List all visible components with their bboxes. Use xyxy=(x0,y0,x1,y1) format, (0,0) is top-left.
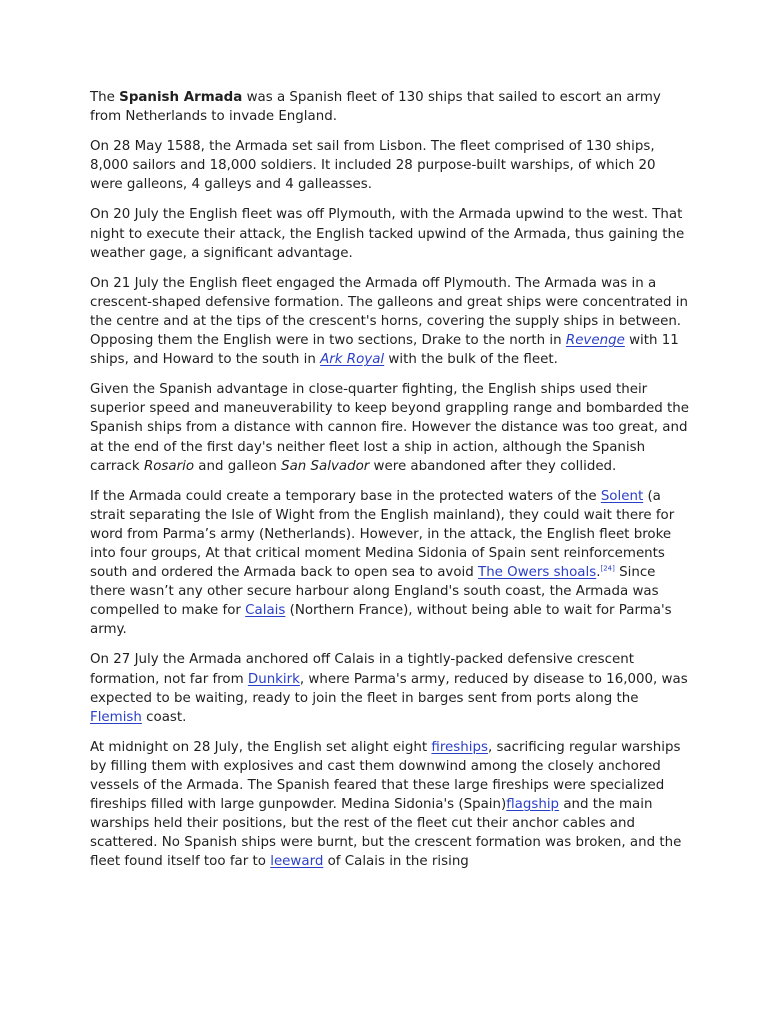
bold-term-spanish-armada: Spanish Armada xyxy=(119,90,243,105)
text-run: (Northern France), without being able to wait for Parma's army. xyxy=(90,603,672,638)
text-run: and the main warships held their positions, but the rest of the fleet cut their anchor cables and scattered. No Spanish ships were burnt, but the crescent formation was broken, and the fleet found itself too far to xyxy=(90,797,682,870)
link-dunkirk[interactable]: Dunkirk xyxy=(247,671,300,687)
text-run: and galleon xyxy=(194,458,282,474)
link-flemish[interactable]: Flemish xyxy=(90,709,142,725)
text-run: At midnight on 28 July, the English set alight eight xyxy=(90,739,432,755)
paragraph-plymouth-engagement xyxy=(90,274,690,369)
link-revenge[interactable]: Revenge xyxy=(565,333,625,349)
text-run: Given the Spanish advantage in close-quarter fighting, the English ships used their superior speed and maneuverability to keep beyond grappling range and bombarded the Spanish ships from a distance with cannon fire. However the distance was too great, and at the end of the first day's neither fleet lost a ship in action, although the Spanish carrack xyxy=(90,382,689,474)
text-run: On 20 July the English fleet was off Plymouth, with the Armada upwind to the west. That night to execute their attack, the English tacked upwind of the Armada, thus gaining the weather gage, a significant advantage. xyxy=(90,207,685,261)
link-solent[interactable]: Solent xyxy=(600,488,644,504)
paragraph-intro xyxy=(90,88,690,126)
text-run: was a Spanish fleet of 130 ships that sailed to escort an army from Netherlands to invade England. xyxy=(90,90,661,125)
text-run: with the bulk of the fleet. xyxy=(384,352,558,368)
text-run: On 21 July the English fleet engaged the Armada off Plymouth. The Armada was in a crescent-shaped defensive formation. The galleons and great ships were concentrated in the centre and at the tips of the crescent's horns, covering the supply ships in between. Opposing them the English were in two sections, Drake to the north in xyxy=(90,275,688,349)
link-fireships[interactable]: fireships xyxy=(431,739,488,755)
text-run: of Calais in the rising xyxy=(323,854,469,870)
link-flagship[interactable]: flagship xyxy=(506,797,560,813)
link-ark-royal[interactable]: Ark Royal xyxy=(320,352,385,368)
link-owers-shoals[interactable]: The Owers shoals xyxy=(478,565,597,581)
paragraph-fireships xyxy=(90,738,690,872)
paragraph-solent xyxy=(90,487,690,640)
paragraph-plymouth-approach xyxy=(90,205,690,262)
text-run: coast. xyxy=(141,709,187,725)
text-run: . xyxy=(596,565,601,581)
text-run: On 28 May 1588, the Armada set sail from Lisbon. The fleet comprised of 130 ships, 8,000 sailors and 18,000 soldiers. It included 28 purpose-built warships, of which 20 were galleons, 4 galleys and 4 galleasses. xyxy=(90,139,656,193)
text-run: Since there wasn’t any other secure harbour along England's south coast, the Armada was compelled to make for xyxy=(90,565,659,619)
paragraph-calais-anchorage xyxy=(90,650,690,726)
paragraph-lisbon xyxy=(90,137,690,194)
text-run: If the Armada could create a temporary base in the protected waters of the xyxy=(90,488,601,504)
text-run: with 11 ships, and Howard to the south in xyxy=(90,333,679,368)
citation-24[interactable]: [24] xyxy=(600,564,615,573)
italic-rosario: Rosario xyxy=(143,458,195,474)
italic-san-salvador: San Salvador xyxy=(281,458,370,474)
link-leeward[interactable]: leeward xyxy=(270,854,324,870)
text-run: , sacrificing regular warships by filling them with explosives and cast them downwind among the closely anchored vessels of the Armada. The Spanish feared that these large fireships were specialized fireships filled with large gunpowder. Medina Sidonia's (Spain) xyxy=(90,739,681,813)
document-body xyxy=(90,88,690,871)
text-run: (a strait separating the Isle of Wight from the English mainland), they could wait there for word from Parma’s army (Netherlands). However, in the attack, the English fleet broke into four groups, At that critical moment Medina Sidonia of Spain sent reinforcements south and ordered the Armada back to open sea to avoid xyxy=(90,488,675,581)
text-run: On 27 July the Armada anchored off Calais in a tightly-packed defensive crescent formation, not far from xyxy=(90,652,634,687)
text-run: were abandoned after they collided. xyxy=(369,458,617,474)
text-run: The xyxy=(90,90,120,105)
paragraph-close-quarter xyxy=(90,380,690,475)
text-run: , where Parma's army, reduced by disease to 16,000, was expected to be waiting, ready to join the fleet in barges sent from ports along the xyxy=(90,671,688,706)
link-calais[interactable]: Calais xyxy=(245,603,286,619)
